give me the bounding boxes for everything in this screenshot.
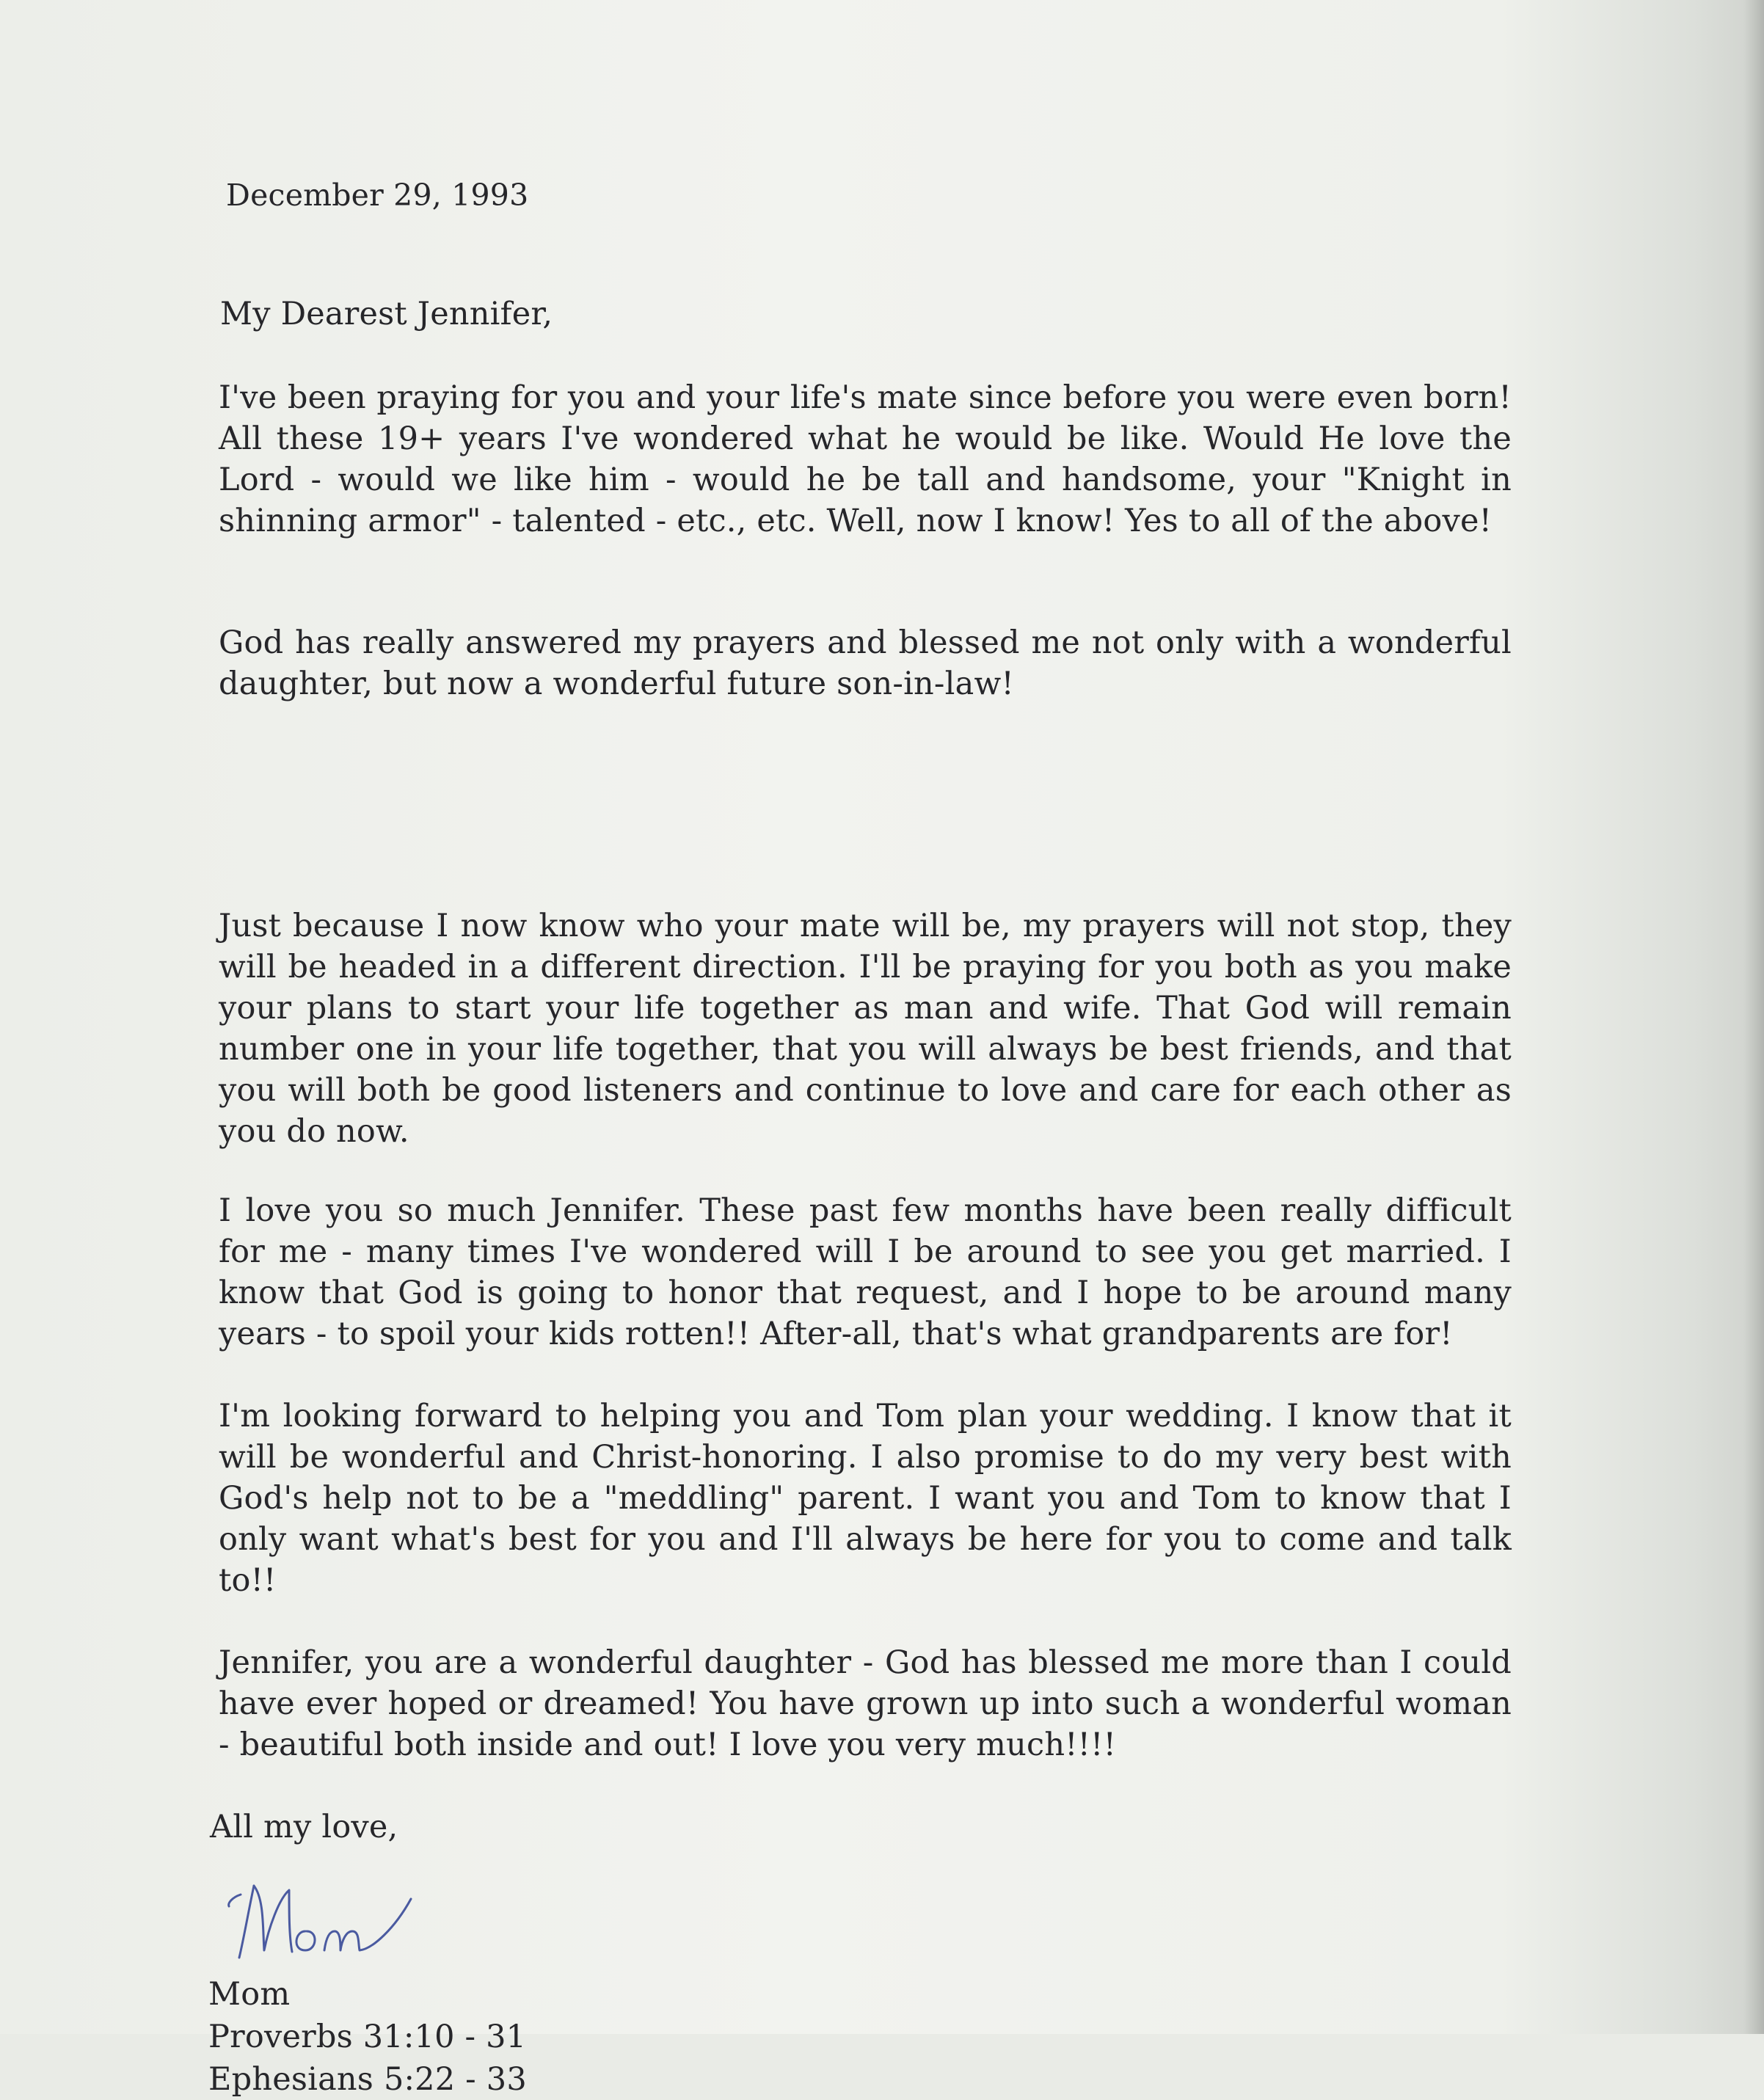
salutation: My Dearest Jennifer, bbox=[220, 296, 553, 332]
signature-name: Mom bbox=[208, 1976, 291, 2013]
paragraph-2: God has really answered my prayers and blessed me not only with a wonderful daughter, but now a wonderful future son-in-law! bbox=[219, 624, 1512, 702]
paragraph-1: I've been praying for you and your life's mate since before you were even born! All these 19+ years I've wondered what he would be like. Would He love the Lord - would we like him - would he be tall and handsome, your "Knight in shinning armor" - talented - etc., etc. Well, now I know! Yes to all of the above! bbox=[219, 379, 1512, 539]
signature-drawing bbox=[219, 1870, 468, 1972]
verse-reference-2: Ephesians 5:22 - 33 bbox=[208, 2061, 527, 2098]
paper-edge-shadow bbox=[1743, 0, 1764, 2034]
paragraph-4: I love you so much Jennifer. These past few months have been really difficult for me - many times I've wondered will I be around to see you get married. I know that God is going to honor that request, and I hope to be around many years - to spoil your kids rotten!! After-all, that's what grandparents are for! bbox=[219, 1192, 1512, 1352]
paragraph-3: Just because I now know who your mate will be, my prayers will not stop, they will be headed in a different direction. I'll be praying for you both as you make your plans to start your life together as man and wife. That God will remain number one in your life together, that you will always be best friends, and that you will both be good listeners and continue to love and care for each other as you do now. bbox=[219, 908, 1512, 1150]
letter-date: December 29, 1993 bbox=[226, 178, 529, 213]
paragraph-6: Jennifer, you are a wonderful daughter - God has blessed me more than I could have ever hoped or dreamed! You have grown up into such a wonderful woman - beautiful both inside and out! I love you very much!!!! bbox=[219, 1644, 1512, 1763]
verse-reference-1: Proverbs 31:10 - 31 bbox=[208, 2019, 527, 2055]
closing: All my love, bbox=[210, 1809, 398, 1845]
handwritten-signature bbox=[219, 1870, 468, 1972]
paragraph-5: I'm looking forward to helping you and Tom plan your wedding. I know that it will be wonderful and Christ-honoring. I also promise to do my very best with God's help not to be a "meddling" parent. I want you and Tom to know that I only want what's best for you and I'll always be here for you to come and talk to!! bbox=[219, 1398, 1512, 1599]
